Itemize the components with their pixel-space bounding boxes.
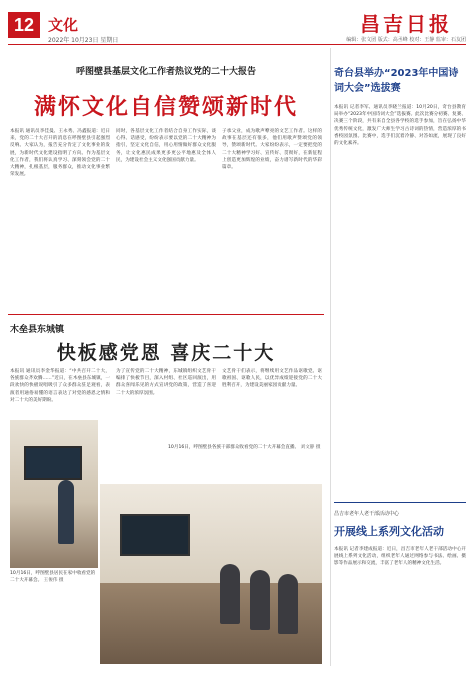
right-article2-title: 开展线上系列文化活动 xyxy=(334,525,444,538)
tv-screen-image xyxy=(24,446,82,480)
header-rule xyxy=(8,44,466,45)
editors-line: 编辑：张文团 版式：高丞峰 校对：王静 监审：石友团 xyxy=(346,37,466,43)
person-figure xyxy=(220,564,240,624)
right-article1-title: 奇台县举办“2023年中国诗词大会”选拔赛 xyxy=(334,68,459,94)
photo-small xyxy=(10,420,98,568)
right-article2-body: 本报讯 记者李建成报道：近日，昌吉市老年人老干部活动中心开展线上系列文化活动，组织老年人通过网络参与书法、绘画、摄影等作品展示和交流，丰富了老年人的精神文化生活。 xyxy=(334,547,466,567)
date-line: 2022年 10月23日 星期日 xyxy=(48,37,119,44)
article1-subtitle: 呼图壁县基层文化工作者热议党的二十大报告 xyxy=(75,67,256,77)
photo-small-caption xyxy=(10,570,98,584)
article1-title: 满怀文化自信赞颂新时代 xyxy=(33,94,298,120)
article1-col3: 子承父业，成为歌声嘹亮的文艺工作者。这样的故事在基层还有很多，他们用歌声赞颂党的领导，赞颂新时代。大家纷纷表示，一定要把党的二十大精神学习好、宣传好、贯彻好，在新征程上创造更加辉煌的业绩，奋力谱写新时代的华彩篇章。 xyxy=(222,129,322,171)
person-figure xyxy=(278,574,298,634)
photo-small-caption-text: 10月16日，呼图壁县居民在家中收看党的二十大开幕会。 xyxy=(10,571,96,583)
article1-col2: 同时，各基层文化工作者结合自身工作实际，谈心得、话感受，纷纷表示要以党的二十大精神为指引，坚定文化自信，用心用情做好群众文化服务，让文化惠民成果更多更公平地惠及全体人民，为建设社会主义文化强国贡献力量。 xyxy=(116,129,216,163)
photo-large xyxy=(100,484,322,664)
section-tag: 文化 xyxy=(48,16,79,34)
article2-title: 快板感党恩 喜庆二十大 xyxy=(56,342,276,364)
photo-small-credit: 王俊伟 摄 xyxy=(43,578,64,583)
page-header xyxy=(0,0,474,44)
page-number: 12 xyxy=(8,12,40,38)
right-section-rule xyxy=(334,502,466,503)
tv-screen-image xyxy=(120,514,190,556)
photo-large-caption-text: 10月16日，呼图壁县各族干部群众收看党的二十大开幕会直播。 xyxy=(168,445,300,450)
article2-col2: 为了宣传党的二十大精神，东城镇组织文艺骨干编排了快板节目，深入村组、社区巡回演出，用群众喜闻乐见的方式宣讲党的政策，营造了喜迎二十大的浓厚氛围。 xyxy=(116,369,216,396)
masthead: 昌吉日报 xyxy=(360,12,452,36)
photo-large-credit: 刘文静 摄 xyxy=(300,445,321,450)
person-figure xyxy=(250,570,270,630)
section-divider xyxy=(8,314,324,315)
right-article1-body: 本报讯 记者李军、通讯员李晓兰报道：10月20日，奇台县教育局举办“2023年中国诗词大会”选拔赛。此次比赛分初赛、复赛、决赛三个阶段，共有来自全县各学校的选手参加，旨在弘扬中华优秀传统文化，激发广大师生学习古诗词的热情，营造浓厚的书香校园氛围。比赛中，选手们沉着冷静、对答如流，展现了良好的文化素养。 xyxy=(334,105,466,147)
photo-large-caption xyxy=(168,444,322,451)
article1-col1: 本报讯 通讯员李佳曼、王永秀、冯鑫报道：近日来，党的二十大召开的消息在呼图壁县引起强烈反响。大家认为，报告充分肯定了文化事业的发展，为新时代文化建设指明了方向。作为基层文化工作者，我们将认真学习、深刻领会党的二十大精神，扎根基层，服务群众，推动文化事业繁荣发展。 xyxy=(10,129,110,178)
right-column-rule xyxy=(330,48,331,666)
article2-col3: 文艺骨干们表示，将继续用文艺作品讴歌党、讴歌祖国、讴歌人民，以优异成绩迎接党的二十大胜利召开，为建设美丽家园贡献力量。 xyxy=(222,369,322,389)
person-figure xyxy=(58,480,74,544)
article2-place: 木垒县东城镇 xyxy=(10,325,65,335)
article2-col1: 本报讯 通讯员李金华报道：“中共召开二十大，各族群众齐欢腾……”近日，在木垒县东城镇，一段欢快的快板说唱吸引了众多群众驻足观看，表演者用通俗易懂的语言表达了对党的感恩之情和对二十大的美好期盼。 xyxy=(10,369,110,403)
right-article2-subtitle: 昌吉市老年人老干部活动中心 xyxy=(334,511,400,517)
